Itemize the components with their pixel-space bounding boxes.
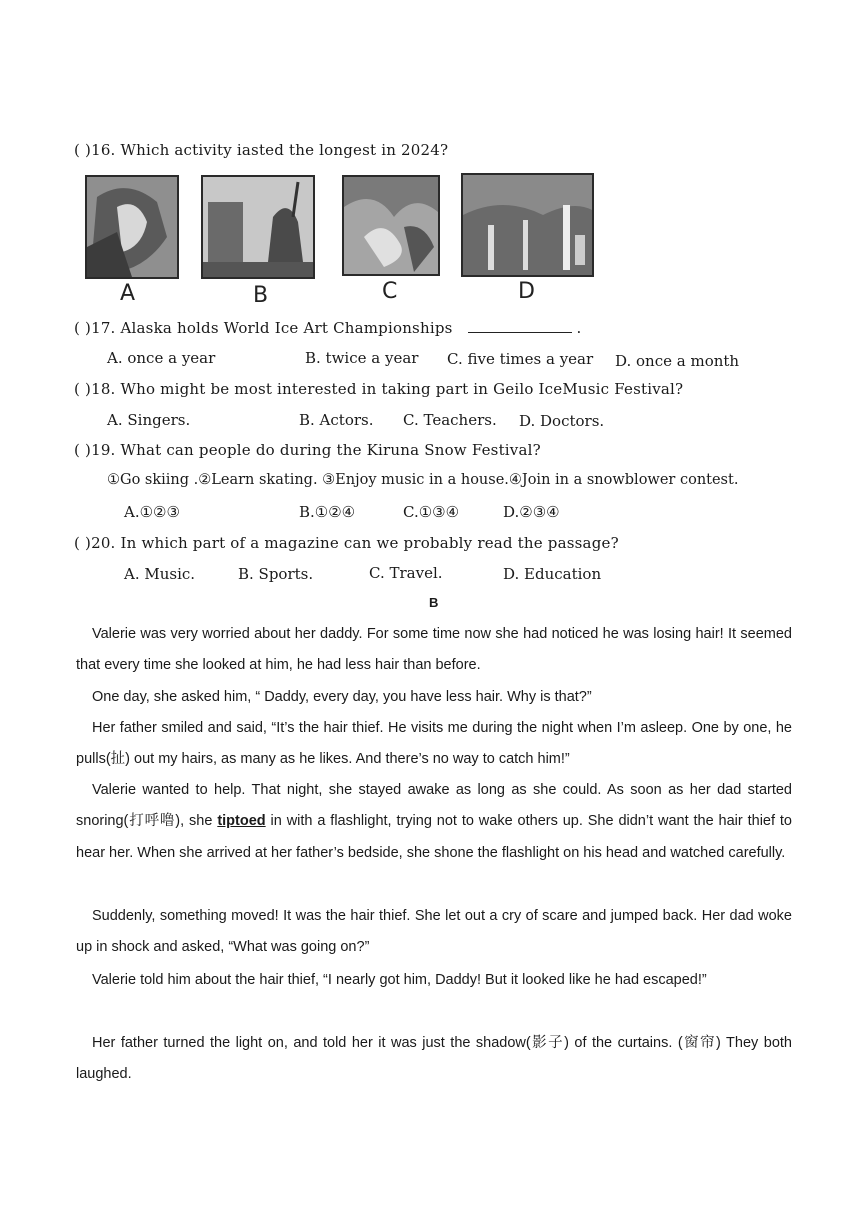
q17-option-c: C. five times a year (447, 350, 594, 368)
paragraph-text: Valerie wanted to help. That night, she stayed awake as long as she could. As soon as her dad started snoring(打呼噜), she (76, 782, 792, 830)
answer-blank (468, 318, 572, 333)
question-number: ( )20. (74, 534, 116, 552)
paragraph-text: Valerie told him about the hair thief, “I nearly got him, Daddy! But it looked like he had escaped!” (92, 972, 707, 988)
q19-option-a: A.①②③ (124, 503, 180, 521)
picture-label-d: D (518, 279, 535, 304)
q19-option-d: D.②③④ (503, 503, 560, 521)
question-19 (74, 441, 541, 459)
passage-paragraph-2 (76, 682, 792, 713)
picture-d-graphic (463, 175, 592, 275)
paragraph-text: Her father turned the light on, and told her it was just the shadow(影子) of the curtains. (窗帘) They both laughed. (76, 1035, 792, 1083)
section-label: B (429, 595, 439, 610)
question-text: Who might be most interested in taking part in Geilo IceMusic Festival? (120, 380, 684, 398)
picture-label-b: B (253, 283, 269, 308)
passage-paragraph-1 (76, 619, 792, 682)
picture-label-c: C (382, 279, 398, 304)
picture-a (85, 175, 179, 279)
picture-d (461, 173, 594, 277)
passage-paragraph-3 (76, 713, 792, 776)
question-20 (74, 534, 619, 552)
question-18 (74, 380, 683, 398)
q18-option-b: B. Actors. (299, 411, 374, 429)
paragraph-text: Her father smiled and said, “It’s the hair thief. He visits me during the night when I’m asleep. One by one, he pulls(扯) out my hairs, as many as he likes. And there’s no way to catch him!” (76, 720, 792, 768)
q19-items: ①Go skiing .②Learn skating. ③Enjoy music in a house.④Join in a snowblower contest. (107, 472, 739, 488)
paragraph-text: in with a flashlight, trying not to wake others up. She didn’t want the hair thief to hear her. When she arrived at her father’s bedside, she shone the flashlight on his head and watched carefully. (76, 813, 792, 861)
picture-label-a: A (120, 281, 136, 306)
picture-b-graphic (203, 177, 313, 277)
passage-paragraph-5 (76, 901, 792, 964)
q20-option-a: A. Music. (124, 565, 196, 583)
question-text: In which part of a magazine can we probably read the passage? (120, 534, 619, 552)
picture-c (342, 175, 440, 276)
question-number: ( )18. (74, 380, 116, 398)
q19-option-c: C.①③④ (403, 503, 460, 521)
q18-option-d: D. Doctors. (519, 412, 605, 430)
q20-option-d: D. Education (503, 565, 602, 583)
q18-option-c: C. Teachers. (403, 411, 497, 429)
picture-c-graphic (344, 177, 438, 274)
passage-paragraph-6 (76, 965, 792, 996)
question-text: What can people do during the Kiruna Snow Festival? (120, 441, 541, 459)
picture-b (201, 175, 315, 279)
q20-option-b: B. Sports. (238, 565, 314, 583)
q20-option-c: C. Travel. (369, 564, 443, 582)
paragraph-text: One day, she asked him, “ Daddy, every day, you have less hair. Why is that?” (92, 689, 592, 705)
paragraph-text: Valerie was very worried about her daddy. For some time now she had noticed he was losing hair! It seemed that every time she looked at him, he had less hair than before. (76, 626, 792, 674)
q19-option-b: B.①②④ (299, 503, 356, 521)
question-17 (74, 318, 581, 337)
question-number: ( )17. (74, 319, 116, 337)
question-tail: . (576, 319, 582, 337)
passage-paragraph-4 (76, 775, 792, 869)
paragraph-text: Suddenly, something moved! It was the hair thief. She let out a cry of scare and jumped back. Her dad woke up in shock and asked, “What was going on?” (76, 908, 792, 956)
q17-option-a: A. once a year (107, 349, 216, 367)
q18-option-a: A. Singers. (107, 411, 191, 429)
q17-option-d: D. once a month (615, 352, 740, 370)
question-number: ( )16. (74, 141, 116, 159)
picture-a-graphic (87, 177, 177, 277)
q17-option-b: B. twice a year (305, 349, 419, 367)
question-16 (74, 141, 448, 159)
question-text: Alaska holds World Ice Art Championships (120, 319, 453, 337)
passage-paragraph-7 (76, 1028, 792, 1091)
question-number: ( )19. (74, 441, 116, 459)
question-text: Which activity iasted the longest in 2024? (120, 141, 449, 159)
underlined-word: tiptoed (217, 813, 266, 830)
